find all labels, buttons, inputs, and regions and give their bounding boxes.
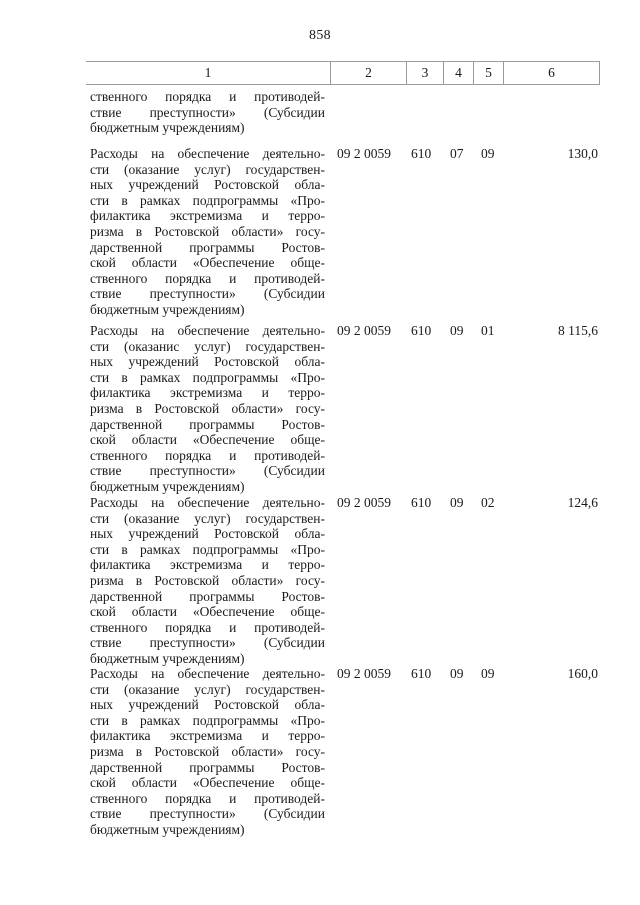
description-line: ризма в Ростовской области» госу- bbox=[90, 223, 325, 239]
description-line: сти в рамках подпрограммы «Про- bbox=[90, 712, 325, 728]
description-line: филактика экстремизма и терро- bbox=[90, 728, 325, 744]
description-line: ных учреждений Ростовской обла- bbox=[90, 354, 325, 370]
description-line: Расходы на обеспечение деятельно- bbox=[90, 495, 325, 510]
description-line: ствие преступности» (Субсидии bbox=[90, 463, 325, 479]
row-description bbox=[90, 146, 325, 318]
description-line: сти в рамках подпрограммы «Про- bbox=[90, 541, 325, 557]
csr-code: 09 2 0059 bbox=[337, 495, 391, 510]
vr-code: 610 bbox=[411, 495, 432, 510]
description-line: ственного порядка и противодей- bbox=[90, 89, 325, 104]
description-line: сти в рамках подпрограммы «Про- bbox=[90, 369, 325, 385]
description-line: ствие преступности» (Субсидии bbox=[90, 104, 325, 120]
description-line: дарственной программы Ростов- bbox=[90, 588, 325, 604]
vr-code: 610 bbox=[411, 146, 432, 161]
description-line: сти в рамках подпрограммы «Про- bbox=[90, 192, 325, 208]
rz-code: 07 bbox=[450, 146, 464, 161]
description-line: сти (оказание услуг) государствен- bbox=[90, 510, 325, 526]
rz-code: 09 bbox=[450, 323, 464, 338]
description-line: бюджетным учреждениям) bbox=[90, 120, 245, 136]
description-line: ской области «Обеспечение обще- bbox=[90, 775, 325, 791]
description-line: бюджетным учреждениям) bbox=[90, 478, 245, 494]
vr-code: 610 bbox=[411, 323, 432, 338]
description-line: ской области «Обеспечение обще- bbox=[90, 604, 325, 620]
description-line: дарственной программы Ростов- bbox=[90, 239, 325, 255]
sum-value: 124,6 bbox=[567, 495, 598, 510]
row-description bbox=[90, 495, 325, 667]
header-col-3: 3 bbox=[406, 62, 443, 84]
description-line: сти (оказание услуг) государствен- bbox=[90, 681, 325, 697]
row-description bbox=[90, 323, 325, 495]
sum-value: 130,0 bbox=[567, 146, 598, 161]
description-line: дарственной программы Ростов- bbox=[90, 416, 325, 432]
description-line: ризма в Ростовской области» госу- bbox=[90, 743, 325, 759]
description-line: филактика экстремизма и терро- bbox=[90, 557, 325, 573]
description-line: ственного порядка и противодей- bbox=[90, 447, 325, 463]
description-line: ственного порядка и противодей- bbox=[90, 619, 325, 635]
header-col-4: 4 bbox=[443, 62, 473, 84]
description-line: дарственной программы Ростов- bbox=[90, 759, 325, 775]
rz-code: 09 bbox=[450, 666, 464, 681]
description-line: Расходы на обеспечение деятельно- bbox=[90, 146, 325, 161]
description-line: филактика экстремизма и терро- bbox=[90, 208, 325, 224]
description-line: ствие преступности» (Субсидии bbox=[90, 286, 325, 302]
header-col-2: 2 bbox=[330, 62, 406, 84]
description-line: ризма в Ростовской области» госу- bbox=[90, 400, 325, 416]
description-line: сти (оказание услуг) государствен- bbox=[90, 161, 325, 177]
description-line: ствие преступности» (Субсидии bbox=[90, 806, 325, 822]
description-line: бюджетным учреждениям) bbox=[90, 301, 245, 317]
pr-code: 01 bbox=[481, 323, 495, 338]
description-line: ской области «Обеспечение обще- bbox=[90, 255, 325, 271]
header-col-5: 5 bbox=[473, 62, 503, 84]
csr-code: 09 2 0059 bbox=[337, 146, 391, 161]
description-line: ных учреждений Ростовской обла- bbox=[90, 697, 325, 713]
csr-code: 09 2 0059 bbox=[337, 666, 391, 681]
description-line: филактика экстремизма и терро- bbox=[90, 385, 325, 401]
sum-value: 160,0 bbox=[567, 666, 598, 681]
table-header bbox=[86, 61, 600, 85]
description-line: бюджетным учреждениям) bbox=[90, 650, 245, 666]
header-col-1: 1 bbox=[204, 65, 212, 80]
description-line: ственного порядка и противодей- bbox=[90, 270, 325, 286]
row-description bbox=[90, 89, 325, 136]
pr-code: 09 bbox=[481, 146, 495, 161]
pr-code: 09 bbox=[481, 666, 495, 681]
rz-code: 09 bbox=[450, 495, 464, 510]
row-description bbox=[90, 666, 325, 838]
csr-code: 09 2 0059 bbox=[337, 323, 391, 338]
description-line: Расходы на обеспечение деятельно- bbox=[90, 323, 325, 338]
description-line: ской области «Обеспечение обще- bbox=[90, 432, 325, 448]
description-line: ных учреждений Ростовской обла- bbox=[90, 177, 325, 193]
description-line: ных учреждений Ростовской обла- bbox=[90, 526, 325, 542]
description-line: Расходы на обеспечение деятельно- bbox=[90, 666, 325, 681]
pr-code: 02 bbox=[481, 495, 495, 510]
description-line: бюджетным учреждениям) bbox=[90, 821, 245, 837]
header-col-6: 6 bbox=[503, 62, 600, 84]
vr-code: 610 bbox=[411, 666, 432, 681]
page-number: 858 bbox=[309, 28, 331, 43]
description-line: ственного порядка и противодей- bbox=[90, 790, 325, 806]
description-line: сти (оказанис услуг) государствен- bbox=[90, 338, 325, 354]
description-line: ризма в Ростовской области» госу- bbox=[90, 572, 325, 588]
description-line: ствие преступности» (Субсидии bbox=[90, 635, 325, 651]
sum-value: 8 115,6 bbox=[558, 323, 598, 338]
